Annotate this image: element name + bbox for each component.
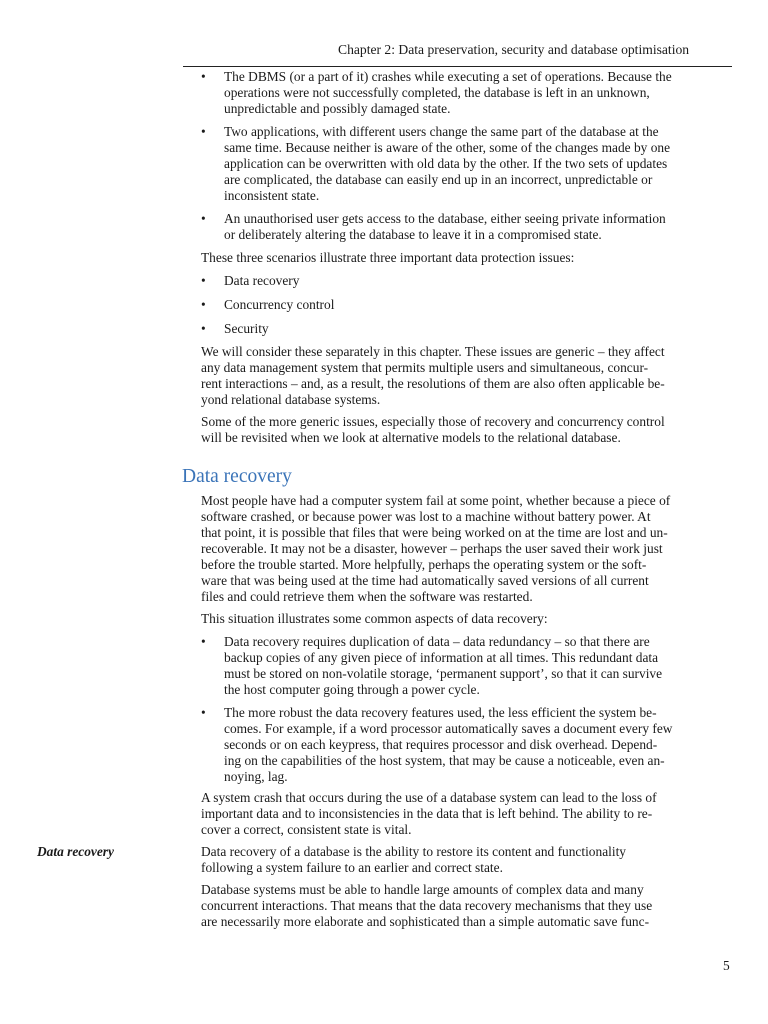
bullet-marker: • (201, 634, 206, 649)
paragraph-line: A system crash that occurs during the use of a database system can lead to the loss of (201, 790, 657, 805)
paragraph-line: ware that was being used at the time had automatically saved versions of all current (201, 573, 649, 588)
bullet-text-line: Two applications, with different users change the same part of the database at the (224, 124, 659, 139)
issue-item: Security (224, 321, 269, 336)
bullet-text-line: ing on the capabilities of the host system, that may be cause a noticeable, even an- (224, 753, 665, 768)
bullet-marker: • (201, 69, 206, 84)
bullet-text-line: Data recovery requires duplication of data – data redundancy – so that there are (224, 634, 650, 649)
paragraph-line: recoverable. It may not be a disaster, however – perhaps the user saved their work just (201, 541, 663, 556)
section-heading: Data recovery (182, 466, 292, 487)
paragraph-line: rent interactions – and, as a result, the resolutions of them are also often applicable be- (201, 376, 665, 391)
bullet-text-line: are complicated, the database can easily end up in an incorrect, unpredictable or (224, 172, 653, 187)
definition-line: Data recovery of a database is the ability to restore its content and functionality (201, 844, 627, 859)
paragraph-line: cover a correct, consistent state is vital. (201, 822, 412, 837)
paragraph-line: any data management system that permits multiple users and simultaneous, concur- (201, 360, 649, 375)
issue-item: Data recovery (224, 273, 300, 288)
paragraph-line: that point, it is possible that files that were being worked on at the time are lost and un- (201, 525, 668, 540)
paragraph-line: are necessarily more elaborate and sophisticated than a simple automatic save func- (201, 914, 650, 929)
page-number: 5 (723, 958, 730, 973)
bullet-text-line: or deliberately altering the database to leave it in a compromised state. (224, 227, 602, 242)
bullet-text-line: must be stored on non-volatile storage, ‘permanent support’, so that it can survive (224, 666, 663, 681)
paragraph-line: Most people have had a computer system fail at some point, whether because a piece of (201, 493, 671, 508)
bullet-marker: • (201, 211, 206, 226)
paragraph-line: files and could retrieve them when the software was restarted. (201, 589, 533, 604)
bullet-marker: • (201, 705, 206, 720)
paragraph-line: before the trouble started. More helpfully, perhaps the operating system or the soft- (201, 557, 647, 572)
paragraph-line: yond relational database systems. (201, 392, 381, 407)
bullet-marker: • (201, 273, 206, 288)
paragraph-line: will be revisited when we look at alternative models to the relational database. (201, 430, 621, 445)
bullet-marker: • (201, 321, 206, 336)
bullet-text-line: The DBMS (or a part of it) crashes while executing a set of operations. Because the (224, 69, 672, 84)
bullet-text-line: operations were not successfully completed, the database is left in an unknown, (224, 85, 650, 100)
header-rule (183, 66, 732, 67)
paragraph-line: important data and to inconsistencies in the data that is left behind. The ability to re- (201, 806, 653, 821)
bullet-marker: • (201, 124, 206, 139)
bullet-text-line: same time. Because neither is aware of the other, some of the changes made by one (224, 140, 671, 155)
bullet-text-line: comes. For example, if a word processor automatically saves a document every few (224, 721, 673, 736)
paragraph-line: software crashed, or because power was lost to a machine without battery power. At (201, 509, 651, 524)
paragraph-line: This situation illustrates some common aspects of data recovery: (201, 611, 548, 626)
bullet-text-line: seconds or on each keypress, that requires processor and disk overhead. Depend- (224, 737, 658, 752)
bullet-text-line: noying, lag. (224, 769, 288, 784)
paragraph-line: Database systems must be able to handle large amounts of complex data and many (201, 882, 644, 897)
paragraph-line: concurrent interactions. That means that the data recovery mechanisms that they use (201, 898, 653, 913)
bullet-text-line: backup copies of any given piece of information at all times. This redundant data (224, 650, 659, 665)
margin-term: Data recovery (37, 844, 114, 859)
bullet-text-line: the host computer going through a power cycle. (224, 682, 480, 697)
bullet-marker: • (201, 297, 206, 312)
bullet-text-line: application can be overwritten with old data by the other. If the two sets of updates (224, 156, 668, 171)
bullet-text-line: An unauthorised user gets access to the database, either seeing private information (224, 211, 666, 226)
definition-line: following a system failure to an earlier and correct state. (201, 860, 503, 875)
bullet-text-line: inconsistent state. (224, 188, 320, 203)
bullet-text-line: unpredictable and possibly damaged state. (224, 101, 451, 116)
scenarios-intro: These three scenarios illustrate three important data protection issues: (201, 250, 575, 265)
issue-item: Concurrency control (224, 297, 335, 312)
running-header: Chapter 2: Data preservation, security and database optimisation (338, 42, 690, 57)
bullet-text-line: The more robust the data recovery features used, the less efficient the system be- (224, 705, 657, 720)
paragraph-line: We will consider these separately in this chapter. These issues are generic – they affect (201, 344, 665, 359)
paragraph-line: Some of the more generic issues, especially those of recovery and concurrency control (201, 414, 665, 429)
